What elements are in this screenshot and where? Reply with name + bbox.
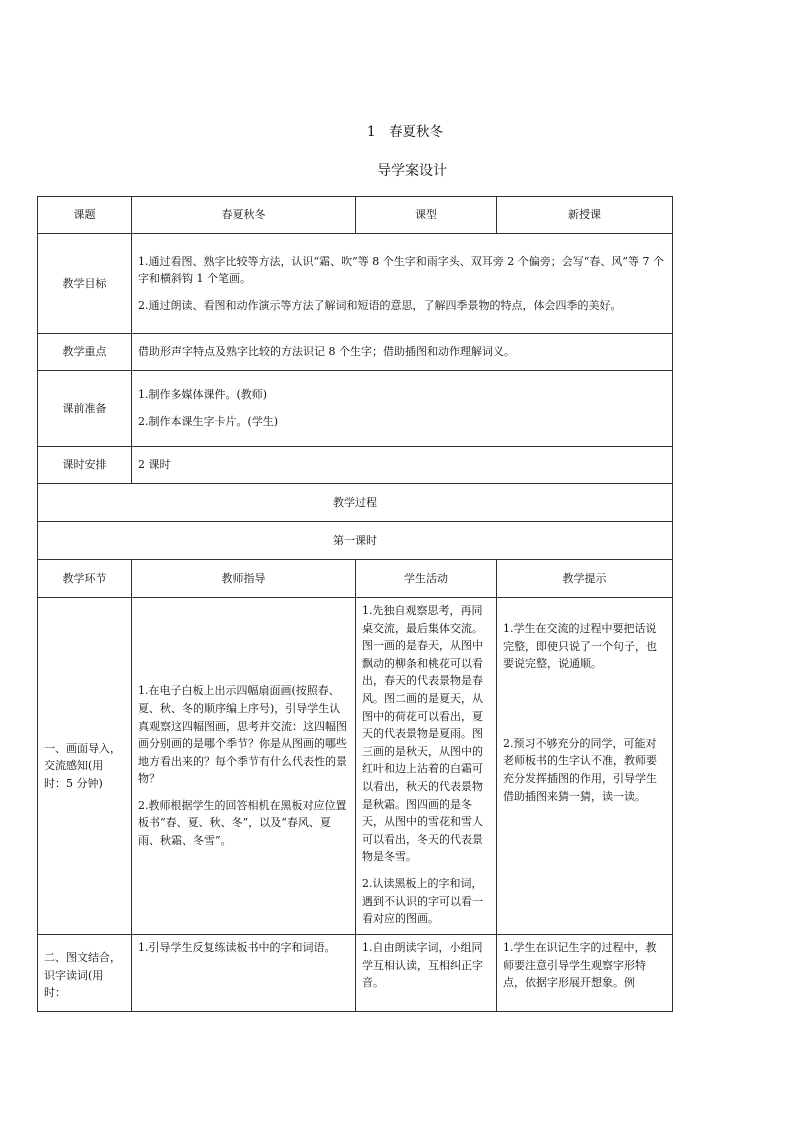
stage-row-2 — [38, 935, 673, 1012]
info-row — [38, 197, 673, 234]
goals-content — [132, 234, 673, 334]
header-stage: 教学环节 — [38, 560, 132, 598]
stage-2-teacher: 1.引导学生反复练读板书中的字和词语。 — [132, 935, 356, 1012]
stage-1-tip-2: 2.预习不够充分的同学，可能对老师板书的生字认不准，教师要充分发挥插图的作用，引导学生借助插图来猜一猜，读一读。 — [503, 736, 657, 803]
goal-item-2: 2.通过朗读、看图和动作演示等方法了解词和短语的意思，了解四季景物的特点，体会四季的美好。 — [138, 298, 622, 312]
schedule-row — [38, 447, 673, 484]
stage-1-student — [356, 598, 497, 935]
process-row — [38, 484, 673, 522]
topic-value: 春夏秋冬 — [132, 197, 356, 234]
period-title: 第一课时 — [38, 522, 673, 560]
key-points-label: 教学重点 — [38, 334, 132, 371]
stage-1-student-item-1: 1.先独自观察思考，再同桌交流，最后集体交流。图一画的是春天，从图中飘动的柳条和桃花可以看出，春天的代表景物是春风。图二画的是夏天，从图中的荷花可以看出，夏天的代表景物是夏雨。图三画的是秋天，从图中的红叶和边上沾着的白霜可以看出，秋天的代表景物是秋霜。图四画的是冬天，从图中的雪花和雪人可以看出，冬天的代表景物是冬雪。 — [362, 604, 483, 864]
prep-content — [132, 371, 673, 447]
period-row — [38, 522, 673, 560]
schedule-value: 2 课时 — [132, 447, 673, 484]
goals-row — [38, 234, 673, 334]
prep-row — [38, 371, 673, 447]
type-label: 课型 — [356, 197, 497, 234]
stage-1-teacher-item-1: 1.在电子白板上出示四幅扇面画(按照春、夏、秋、冬的顺序编上序号)，引导学生认真观察这四幅图画，思考并交流：这四幅图画分别画的是哪个季节？你是从图画的哪些地方看出来的？每个季节有什么代表性的景物？ — [138, 684, 347, 786]
stage-1-student-item-2: 2.认读黑板上的字和词，遇到不认识的字可以看一看对应的图画。 — [362, 876, 483, 926]
schedule-label: 课时安排 — [38, 447, 132, 484]
stage-1-label: 一、画面导入，交流感知(用时：5 分钟) — [38, 598, 132, 935]
stage-1-tips — [497, 598, 673, 935]
lesson-plan-table — [37, 196, 673, 1012]
key-points-value: 借助形声字特点及熟字比较的方法识记 8 个生字；借助插图和动作理解词义。 — [132, 334, 673, 371]
header-student: 学生活动 — [356, 560, 497, 598]
stage-2-label: 二、图文结合，识字读词(用时： — [38, 935, 132, 1012]
type-value: 新授课 — [497, 197, 673, 234]
doc-title: 导学案设计 — [377, 163, 447, 179]
process-title: 教学过程 — [38, 484, 673, 522]
goal-item-1: 1.通过看图、熟字比较等方法，认识“霜、吹”等 8 个生字和雨字头、双耳旁 2 个偏旁；会写“春、风”等 7 个字和横斜钩 1 个笔画。 — [138, 254, 664, 286]
stage-1-teacher — [132, 598, 356, 935]
prep-item-2: 2.制作本课生字卡片。(学生) — [138, 415, 279, 428]
goals-label: 教学目标 — [38, 234, 132, 334]
stage-1-teacher-item-2: 2.教师根据学生的回答相机在黑板对应位置板书“春、夏、秋、冬”，以及“春风、夏雨、秋霜、冬雪”。 — [138, 798, 347, 848]
prep-item-1: 1.制作多媒体课件。(教师) — [138, 388, 268, 402]
topic-label: 课题 — [38, 197, 132, 234]
prep-label: 课前准备 — [38, 371, 132, 447]
stage-2-student: 1.自由朗读字词，小组同学互相认读，互相纠正字音。 — [356, 935, 497, 1012]
header-teacher: 教师指导 — [132, 560, 356, 598]
lesson-title: 1 春夏秋冬 — [366, 124, 444, 140]
stage-1-tip-1: 1.学生在交流的过程中要把话说完整，即使只说了一个句子，也要说完整，说通顺。 — [503, 622, 657, 671]
stage-2-tips: 1.学生在识记生字的过程中，教师要注意引导学生观察字形特点，依据字形展开想象。例 — [497, 935, 673, 1012]
stage-row-1 — [38, 598, 673, 935]
key-points-row — [38, 334, 673, 371]
header-tips: 教学提示 — [497, 560, 673, 598]
column-header-row — [38, 560, 673, 598]
